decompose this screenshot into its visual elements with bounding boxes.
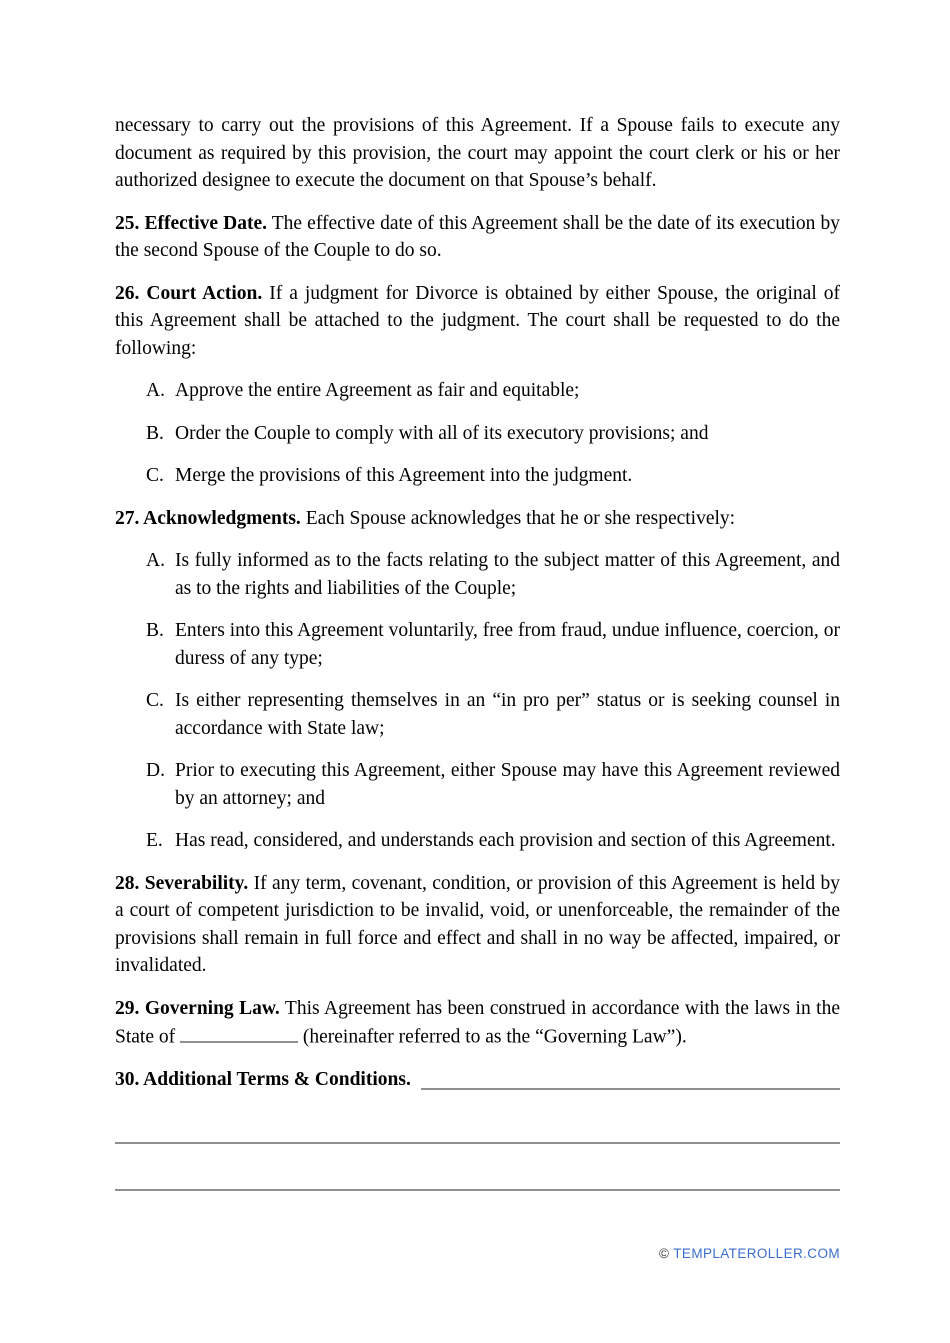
list-item-text: Has read, considered, and understands each provision and section of this Agreement. (175, 830, 836, 851)
governing-law-state-blank (180, 1022, 298, 1043)
additional-terms-blank-inline (421, 1088, 840, 1090)
list-item-text: Enters into this Agreement voluntarily, free from fraud, undue influence, coercion, or duress of any type; (175, 620, 840, 669)
list-item-text: Order the Couple to comply with all of its executory provisions; and (175, 422, 709, 444)
list-item-27-d (115, 757, 840, 812)
list-marker: C. (146, 690, 164, 711)
section-29-body-pre: This Agreement has been construed in accordance with the laws in the State of (115, 997, 840, 1048)
section-28-severability (115, 870, 840, 980)
section-26-body: If a judgment for Divorce is obtained by either Spouse, the original of this Agreement shall be attached to the judgment. The court shall be requested to do the following: (115, 282, 840, 359)
list-item-27-a (115, 547, 840, 602)
list-marker: A. (146, 550, 165, 571)
list-marker: B. (146, 422, 164, 444)
section-26-court-action (115, 280, 840, 363)
list-item-27-b (115, 617, 840, 672)
page-footer (115, 1246, 840, 1262)
section-28-heading: 28. Severability. (115, 872, 249, 894)
continuation-paragraph: necessary to carry out the provisions of this Agreement. If a Spouse fails to execute any document as required by this provision, the court may appoint the court clerk or his or her authorized designee to execute the document on that Spouse’s behalf. (115, 115, 840, 191)
section-30-additional-terms (115, 1066, 840, 1094)
section-29-body-post: (hereinafter referred to as the “Governing Law”). (302, 1026, 687, 1048)
list-item-text: Merge the provisions of this Agreement into the judgment. (175, 465, 633, 486)
list-item-text: Is either representing themselves in an “in pro per” status or is seeking counsel in accordance with State law; (175, 690, 840, 739)
list-marker: B. (146, 620, 164, 641)
document-content (115, 112, 840, 1262)
list-item-text: Prior to executing this Agreement, either Spouse may have this Agreement reviewed by an attorney; and (175, 760, 840, 809)
list-item-text: Approve the entire Agreement as fair and equitable; (175, 380, 580, 401)
list-item-27-c (115, 687, 840, 742)
section-25-body: The effective date of this Agreement shall be the date of its execution by the second Spouse of the Couple to do so. (115, 212, 840, 261)
list-item-text: Is fully informed as to the facts relating to the subject matter of this Agreement, and as to the rights and liabilities of the Couple; (175, 550, 840, 599)
templateroller-link[interactable]: TEMPLATEROLLER.COM (673, 1245, 840, 1261)
list-item-26-c (115, 462, 840, 490)
additional-terms-blank-line-2 (115, 1163, 840, 1191)
section-30-heading: 30. Additional Terms & Conditions. (115, 1069, 411, 1091)
section-29-heading: 29. Governing Law. (115, 997, 280, 1019)
section-28-body: If any term, covenant, condition, or provision of this Agreement is held by a court of competent jurisdiction to be invalid, void, or unenforceable, the remainder of the provisions shall remain in full force and effect and shall in no way be affected, impaired, or invalidated. (115, 872, 840, 976)
list-marker: D. (146, 760, 165, 781)
section-27-heading: 27. Acknowledgments. (115, 507, 301, 529)
section-27-body: Each Spouse acknowledges that he or she respectively: (305, 507, 736, 529)
list-marker: C. (146, 465, 164, 486)
list-marker: A. (146, 380, 165, 401)
additional-terms-blank-line-1 (115, 1116, 840, 1144)
list-marker: E. (146, 830, 163, 851)
section-29-governing-law (115, 995, 840, 1052)
section-25-heading: 25. Effective Date. (115, 212, 268, 234)
list-item-27-e (115, 827, 840, 855)
list-item-26-a (115, 377, 840, 405)
section-26-heading: 26. Court Action. (115, 282, 263, 304)
section-27-acknowledgments (115, 505, 840, 533)
list-item-26-b (115, 420, 840, 448)
copyright-symbol: © (658, 1245, 670, 1261)
section-25-effective-date (115, 210, 840, 265)
